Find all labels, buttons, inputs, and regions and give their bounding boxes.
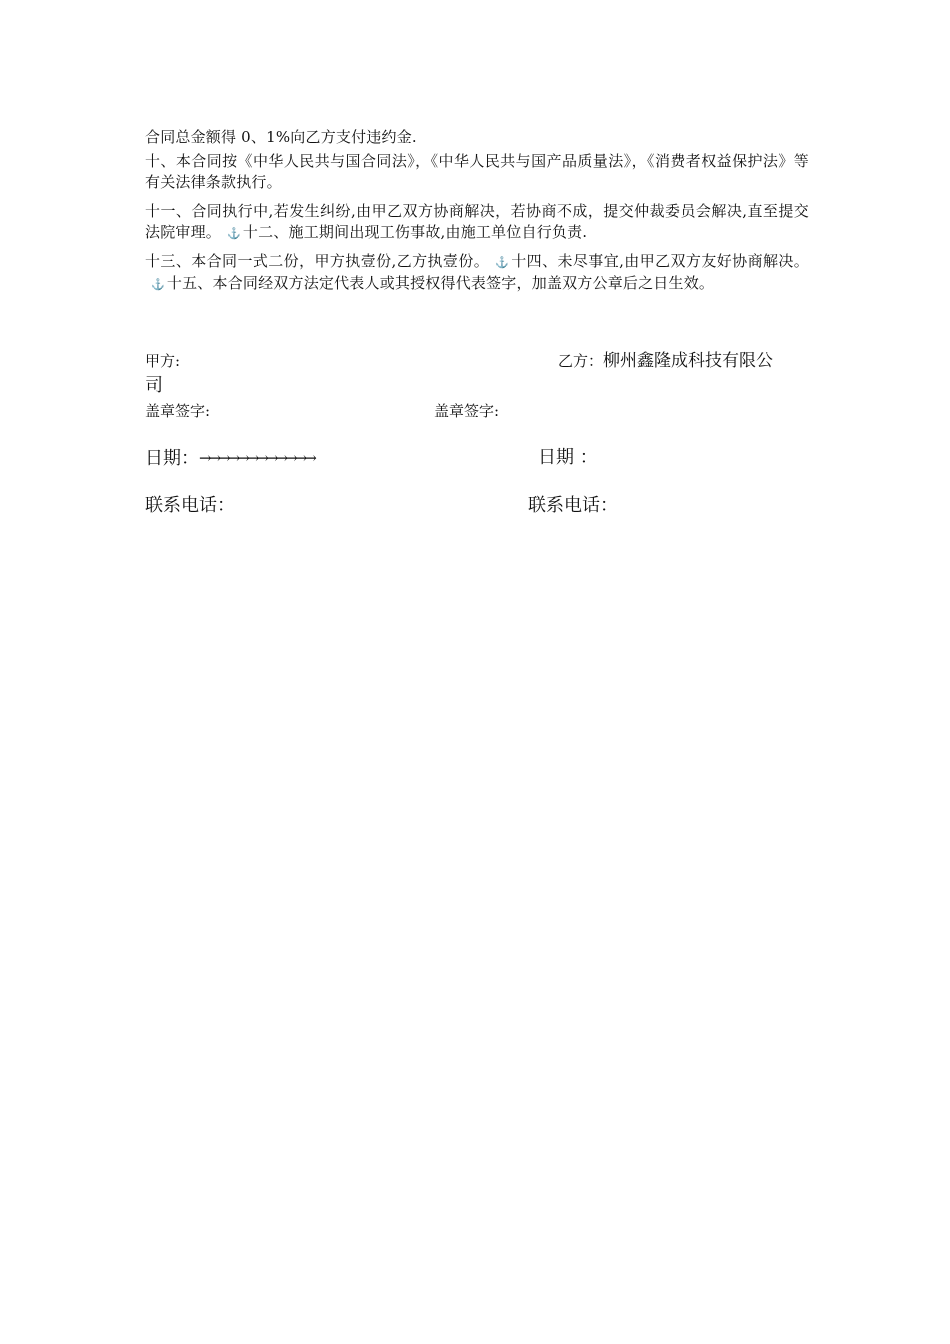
clause-10	[145, 151, 809, 193]
clause-text: 十一、合同执行中,若发生纠纷,由甲乙双方协商解决，若协商不成，提交仲裁委员会解决,直至提交法院审理。	[145, 202, 809, 241]
clause-11-12	[145, 201, 809, 244]
party-a-seal-label: 盖章签字:	[145, 402, 211, 420]
clause-13-15	[145, 251, 809, 295]
party-b-name-continued: 司	[145, 375, 163, 396]
inline-marker-icon: ⚓	[495, 256, 510, 269]
date-fill-arrows: →→→→→→→→→→→→	[199, 449, 314, 467]
clause-text: 十五、本合同经双方法定代表人或其授权得代表签字，加盖双方公章后之日生效。	[166, 274, 715, 292]
clause-text: 十、本合同按《中华人民共与国合同法》，《中华人民共与国产品质量法》，《消费者权益保护法》等有关法律条款执行。	[145, 152, 809, 191]
party-b-label: 乙方：	[558, 352, 604, 370]
inline-marker-icon: ⚓	[227, 227, 241, 240]
party-a-date-line	[145, 446, 314, 471]
party-a-date-label: 日期：	[145, 448, 199, 469]
party-a-label: 甲方:	[145, 352, 181, 370]
clause-text: 十三、本合同一式二份，甲方执壹份,乙方执壹份。	[145, 252, 490, 270]
clause-text: 十二、施工期间出现工伤事故,由施工单位自行负责.	[242, 223, 588, 241]
party-b-label-line	[558, 351, 773, 371]
inline-marker-icon: ⚓	[151, 278, 165, 291]
party-b-seal-label: 盖章签字:	[434, 402, 500, 420]
clause-text: 合同总金额得 0、1%向乙方支付违约金.	[145, 128, 417, 146]
party-a-phone-label: 联系电话：	[145, 495, 235, 516]
clause-text: 十四、未尽事宜,由甲乙双方友好协商解决。	[511, 252, 809, 270]
clause-penalty-text	[145, 127, 809, 148]
party-b-date-label: 日期 ：	[538, 447, 598, 468]
party-b-phone-label: 联系电话：	[528, 495, 618, 516]
party-b-name: 柳州鑫隆成科技有限公	[603, 351, 774, 371]
